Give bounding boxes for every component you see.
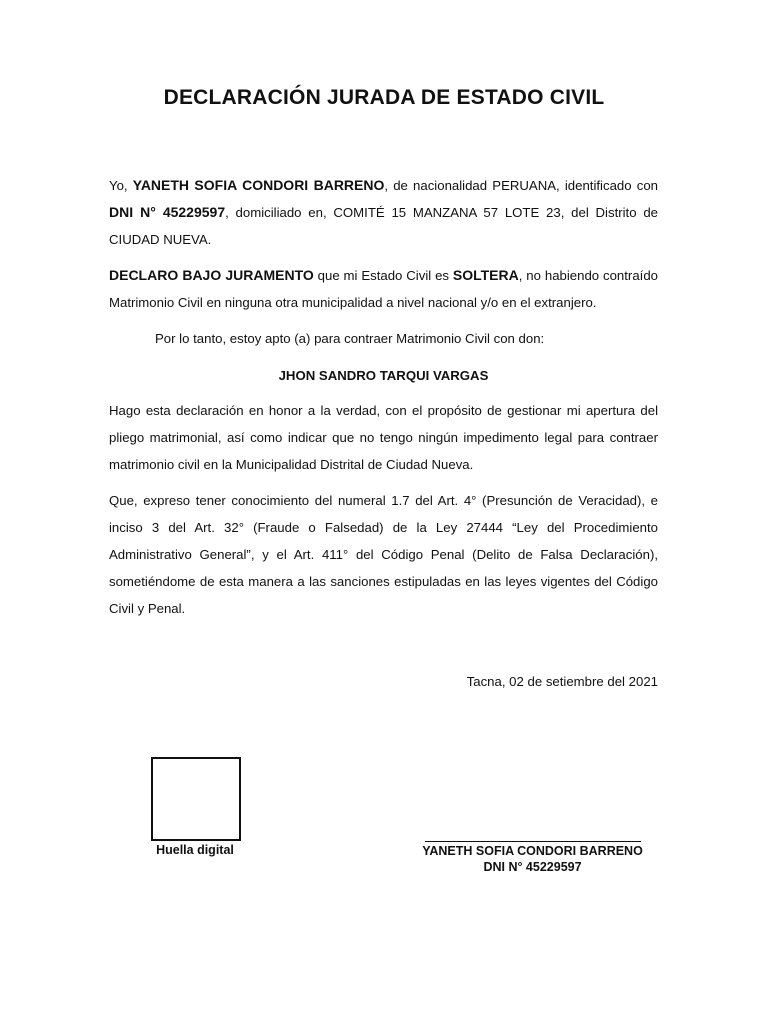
signature-dni: DNI N° 45229597	[483, 860, 582, 874]
signature-line	[425, 841, 641, 842]
declarant-dni: DNI N° 45229597	[109, 204, 226, 220]
p2-text-a: que mi Estado Civil es	[313, 268, 453, 283]
p2-text-b: , no habiendo contraído Matrimonio Civil en ninguna otra municipalidad a nivel nacional y/o en el extranjero.	[109, 268, 658, 310]
signature-name: YANETH SOFIA CONDORI BARRENO	[422, 844, 643, 858]
declarant-name: YANETH SOFIA CONDORI BARRENO	[132, 177, 385, 193]
date-line: Tacna, 02 de setiembre del 2021	[466, 674, 658, 689]
p1-text-c: , domiciliado en, COMITÉ 15 MANZANA 57 LOTE 23, del Distrito de CIUDAD NUEVA.	[109, 205, 658, 247]
document-title: DECLARACIÓN JURADA DE ESTADO CIVIL	[163, 86, 605, 109]
declarant-paragraph	[109, 172, 658, 253]
groom-name: JHON SANDRO TARQUI VARGAS	[278, 368, 489, 383]
honor-paragraph: Hago esta declaración en honor a la verdad, con el propósito de gestionar mi apertura del pliego matrimonial, así como indicar que no tengo ningún impedimento legal para contraer matrimonio civil en la Municipalidad Distrital de Ciudad Nueva.	[109, 403, 658, 472]
declaration-paragraph	[109, 262, 658, 316]
p1-text-b: , de nacionalidad PERUANA, identificado con	[384, 178, 659, 193]
fingerprint-box	[151, 757, 241, 841]
declaro-label: DECLARO BAJO JURAMENTO	[109, 267, 314, 283]
signature-block	[410, 843, 655, 875]
p1-text-a: Yo,	[109, 178, 133, 193]
apt-paragraph: Por lo tanto, estoy apto (a) para contraer Matrimonio Civil con don:	[155, 331, 545, 346]
civil-status: SOLTERA	[452, 267, 519, 283]
fingerprint-label: Huella digital	[156, 843, 234, 857]
legal-paragraph: Que, expreso tener conocimiento del numeral 1.7 del Art. 4° (Presunción de Veracidad), e inciso 3 del Art. 32° (Fraude o Falsedad) de la Ley 27444 “Ley del Procedimiento Administrativo General”, y el Art. 411° del Código Penal (Delito de Falsa Declaración), sometiéndome de esta manera a las sanciones estipuladas en las leyes vigentes del Código Civil y Penal.	[109, 493, 658, 616]
